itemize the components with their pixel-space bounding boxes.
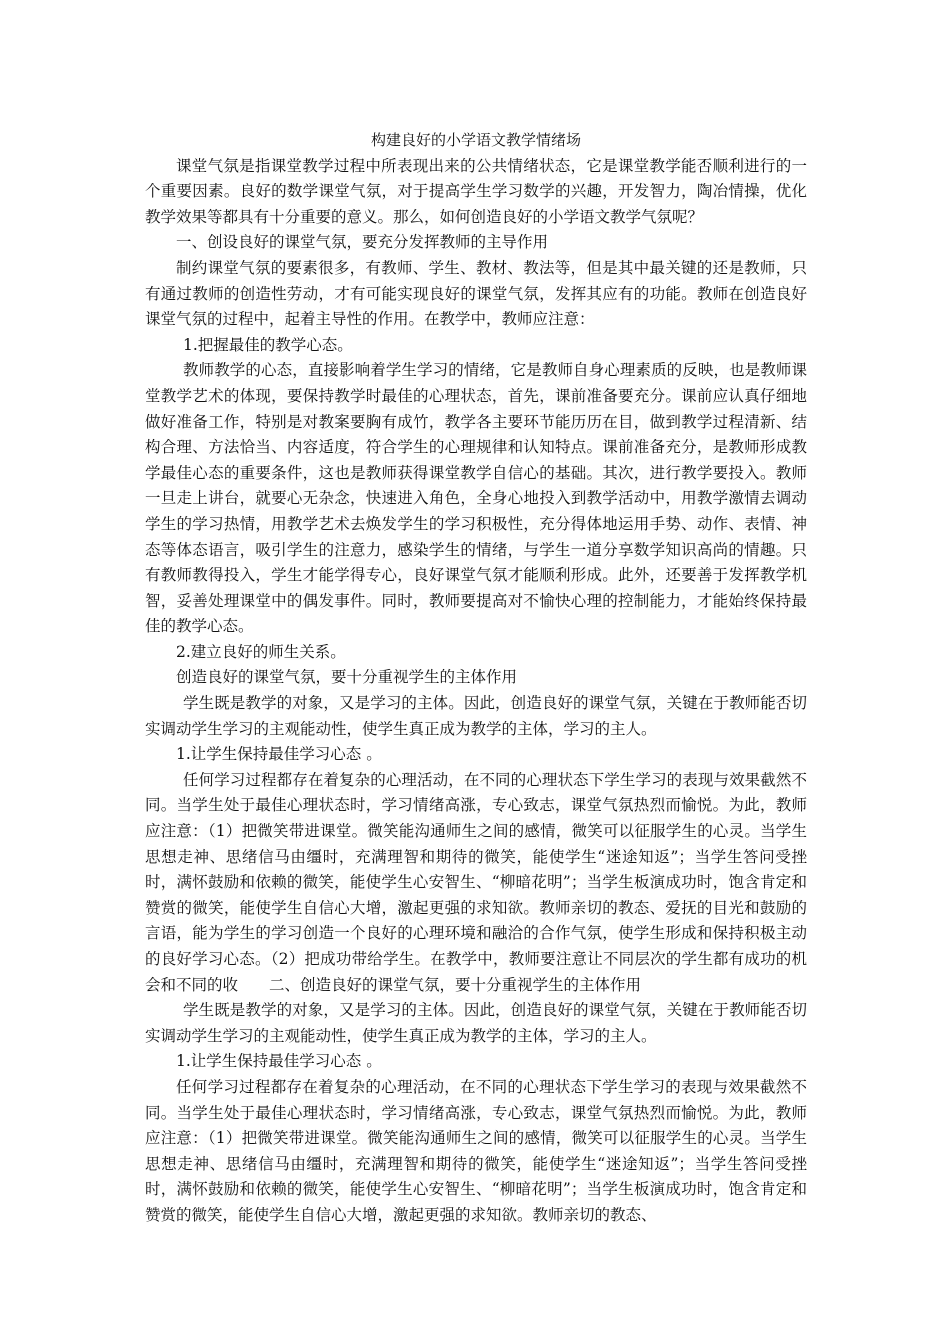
subheading-teaching-mindset: 1.把握最佳的教学心态。 — [183, 335, 353, 354]
paragraph-student-subject: 学生既是教学的对象，又是学习的主体。因此，创造良好的课堂气氛，关键在于教师能否切实调动学生学习的主观能动性，使学生真正成为教学的主体，学习的主人。 — [145, 694, 807, 738]
subheading-teacher-student-relation: 2.建立良好的师生关系。 — [176, 642, 346, 661]
subheading-student-mindset: 1.让学生保持最佳学习心态 。 — [176, 745, 382, 764]
document-body — [145, 128, 807, 1229]
paragraph-teaching-mindset: 教师教学的心态，直接影响着学生学习的情绪，它是教师自身心理素质的反映，也是教师课堂教学艺术的体现，要保持教学时最佳的心理状态，首先，课前准备要充分。课前应认真仔细地做好准备工作，特别是对教案要胸有成竹，教学各主要环节能历历在目，做到教学过程清新、结构合理、方法恰当、内容适度，符合学生的心理规律和认知特点。课前准备充分，是教师形成教学最佳心态的重要条件，这也是教师获得课堂教学自信心的基础。其次，进行教学要投入。教师一旦走上讲台，就要心无杂念，快速进入角色，全身心地投入到教学活动中，用教学激情去调动学生的学习热情，用教学艺术去焕发学生的学习积极性，充分得体地运用手势、动作、表情、神态等体态语言，吸引学生的注意力，感染学生的情绪，与学生一道分享数学知识高尚的情趣。只有教师教得投入，学生才能学得专心，良好课堂气氛才能顺利形成。此外，还要善于发挥教学机智，妥善处理课堂中的偶发事件。同时，教师要提高对不愉快心理的控制能力，才能始终保持最佳的教学心态。 — [145, 361, 807, 636]
section-heading-1: 一、创设良好的课堂气氛，要充分发挥教师的主导作用 — [176, 233, 549, 252]
paragraph-student-subject-lead: 创造良好的课堂气氛，要十分重视学生的主体作用 — [176, 668, 518, 687]
paragraph-intro: 课堂气氛是指课堂教学过程中所表现出来的公共情绪状态，它是课堂教学能否顺利进行的一个重要因素。良好的数学课堂气氛，对于提高学生学习数学的兴趣，开发智力，陶冶情操，优化教学效果等都具有十分重要的意义。那么，如何创造良好的小学语文教学气氛呢？ — [145, 156, 807, 226]
paragraph-learning-psychology: 任何学习过程都存在着复杂的心理活动，在不同的心理状态下学生学习的表现与效果截然不同。当学生处于最佳心理状态时，学习情绪高涨，专心致志，课堂气氛热烈而愉悦。为此，教师应注意：（1）把微笑带进课堂。微笑能沟通师生之间的感情，微笑可以征服学生的心灵。当学生思想走神、思绪信马由缰时，充满理智和期待的微笑，能使学生“迷途知返”；当学生答问受挫时，满怀鼓励和依赖的微笑，能使学生心安智生、“柳暗花明”；当学生板演成功时，饱含肯定和赞赏的微笑，能使学生自信心大增，激起更强的求知欲。教师亲切的教态、爱抚的目光和鼓励的言语，能为学生的学习创造一个良好的心理环境和融洽的合作气氛，使学生形成和保持积极主动的良好学习心态。（2）把成功带给学生。在教学中，教师要注意让不同层次的学生都有成功的机会和不同的收 二、创造良好的课堂气氛，要十分重视学生的主体作用 — [145, 770, 807, 994]
subheading-student-mindset-repeat: 1.让学生保持最佳学习心态 。 — [176, 1052, 382, 1071]
paragraph-student-subject-repeat: 学生既是教学的对象，又是学习的主体。因此，创造良好的课堂气氛，关键在于教师能否切实调动学生学习的主观能动性，使学生真正成为教学的主体，学习的主人。 — [145, 1001, 807, 1045]
paragraph-teacher-role: 制约课堂气氛的要素很多，有教师、学生、教材、教法等，但是其中最关键的还是教师，只有通过教师的创造性劳动，才有可能实现良好的课堂气氛，发挥其应有的功能。教师在创造良好课堂气氛的过程中，起着主导性的作用。在教学中，教师应注意： — [145, 258, 807, 329]
document-title: 构建良好的小学语文教学情绪场 — [370, 131, 581, 149]
paragraph-learning-psychology-repeat: 任何学习过程都存在着复杂的心理活动，在不同的心理状态下学生学习的表现与效果截然不同。当学生处于最佳心理状态时，学习情绪高涨，专心致志，课堂气氛热烈而愉悦。为此，教师应注意：（1）把微笑带进课堂。微笑能沟通师生之间的感情，微笑可以征服学生的心灵。当学生思想走神、思绪信马由缰时，充满理智和期待的微笑，能使学生“迷途知返”；当学生答问受挫时，满怀鼓励和依赖的微笑，能使学生心安智生、“柳暗花明”；当学生板演成功时，饱含肯定和赞赏的微笑，能使学生自信心大增，激起更强的求知欲。教师亲切的教态、 — [145, 1077, 807, 1224]
